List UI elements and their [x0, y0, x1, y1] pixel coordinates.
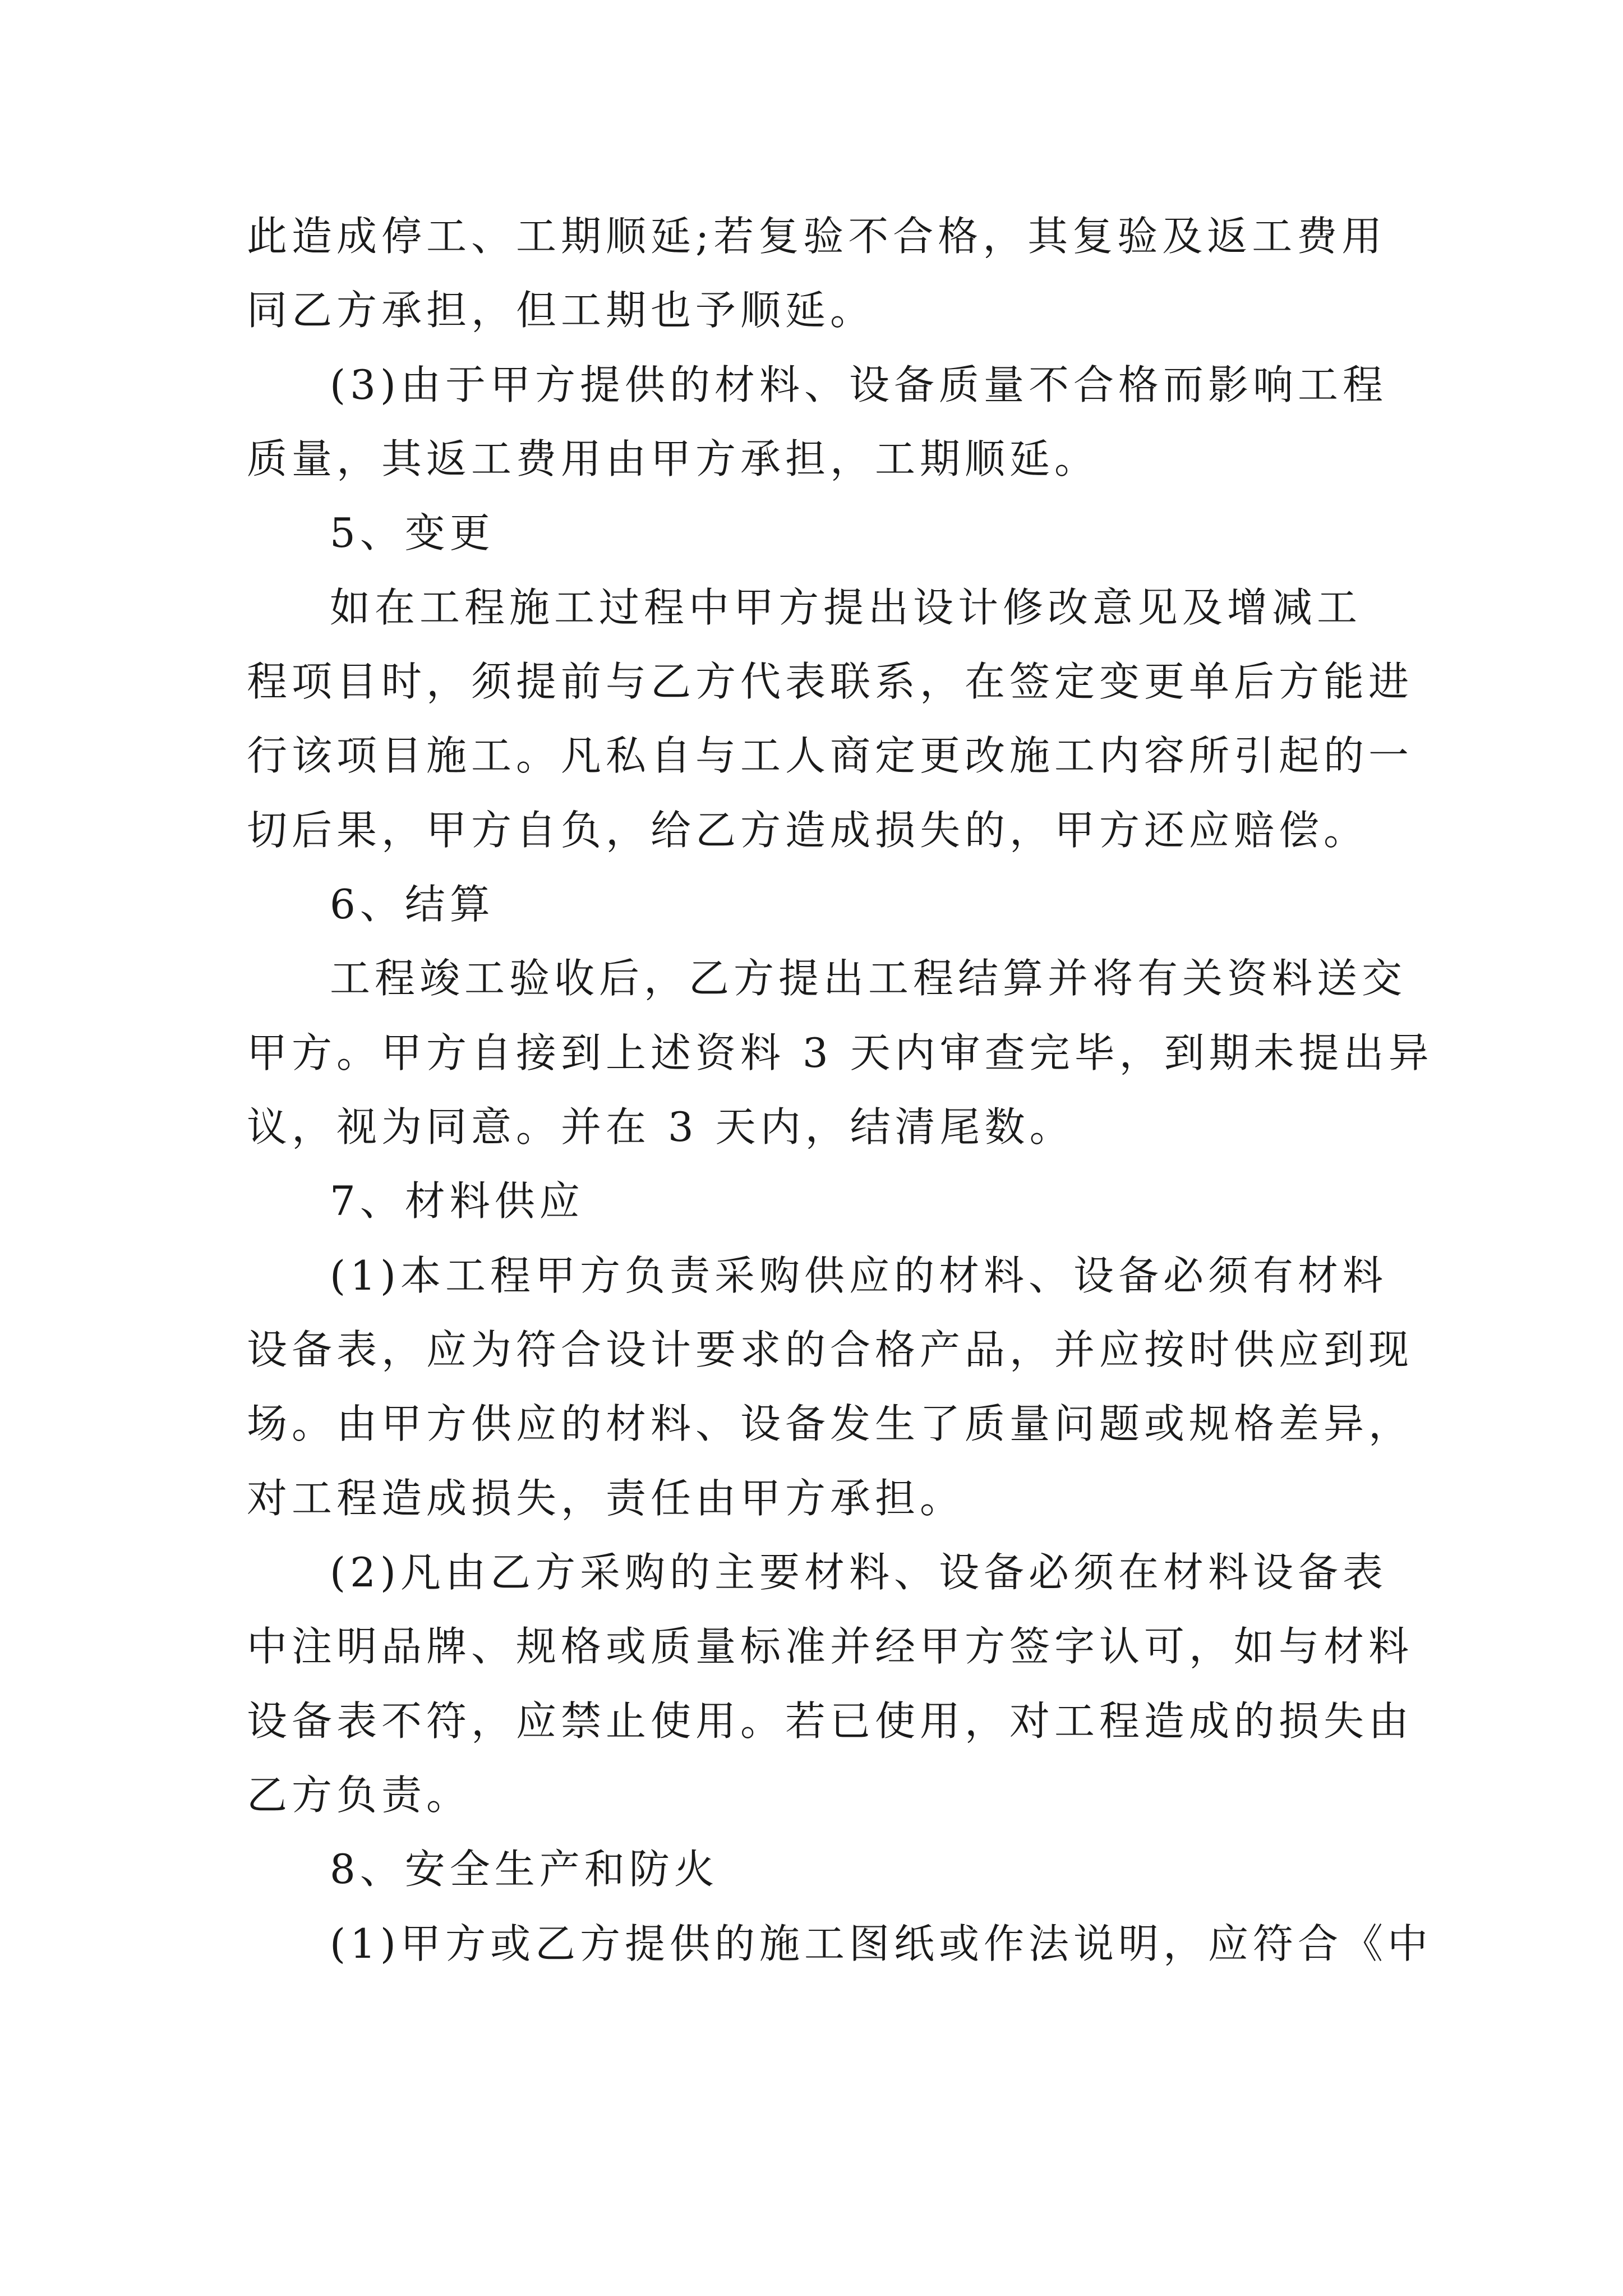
text-line: (2)凡由乙方采购的主要材料、设备必须在材料设备表 — [330, 1549, 1387, 1596]
text-line: 切后果，甲方自负，给乙方造成损失的，甲方还应赔偿。 — [247, 807, 1369, 854]
section-heading: 6、结算 — [330, 881, 495, 928]
section-heading: 7、材料供应 — [330, 1177, 584, 1225]
text-line: 甲方。甲方自接到上述资料 3 天内审查完毕，到期未提出异 — [247, 1029, 1433, 1076]
text-line: (3)由于甲方提供的材料、设备质量不合格而影响工程 — [330, 361, 1387, 408]
text-line: 行该项目施工。凡私自与工人商定更改施工内容所引起的一 — [247, 732, 1414, 779]
text-line: 质量，其返工费用由甲方承担，工期顺延。 — [247, 435, 1100, 482]
text-line: 同乙方承担，但工期也予顺延。 — [247, 287, 875, 334]
text-line: 乙方负责。 — [247, 1772, 472, 1819]
text-line: 中注明品牌、规格或质量标准并经甲方签字认可，如与材料 — [247, 1623, 1414, 1670]
text-line: 设备表，应为符合设计要求的合格产品，并应按时供应到现 — [247, 1326, 1414, 1373]
text-line: 此造成停工、工期顺延;若复验不合格，其复验及返工费用 — [247, 213, 1387, 260]
text-line: 设备表不符，应禁止使用。若已使用，对工程造成的损失由 — [247, 1697, 1414, 1745]
text-line: 场。由甲方供应的材料、设备发生了质量问题或规格差异， — [247, 1400, 1414, 1447]
text-line: 如在工程施工过程中甲方提出设计修改意见及增减工 — [330, 584, 1362, 631]
section-heading: 8、安全生产和防火 — [330, 1846, 719, 1893]
text-line: 工程竣工验收后，乙方提出工程结算并将有关资料送交 — [330, 955, 1407, 1002]
text-line: (1)甲方或乙方提供的施工图纸或作法说明，应符合《中 — [330, 1920, 1432, 1967]
text-line: 议，视为同意。并在 3 天内，结清尾数。 — [247, 1103, 1075, 1151]
text-line: 对工程造成损失，责任由甲方承担。 — [247, 1475, 965, 1522]
section-heading: 5、变更 — [330, 509, 495, 556]
text-line: 程项目时，须提前与乙方代表联系，在签定变更单后方能进 — [247, 658, 1414, 705]
text-line: (1)本工程甲方负责采购供应的材料、设备必须有材料 — [330, 1252, 1387, 1299]
